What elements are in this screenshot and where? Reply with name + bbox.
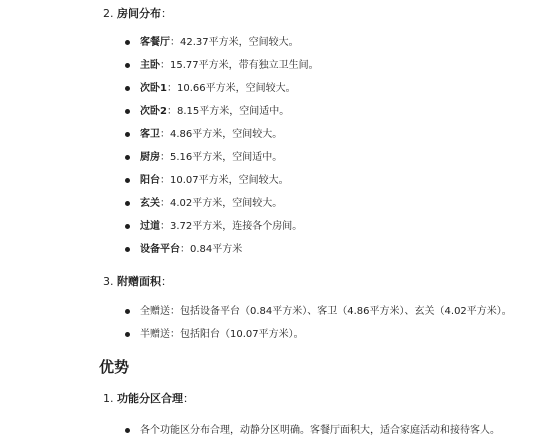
room-detail: ：15.77平方米，带有独立卫生间。 bbox=[160, 60, 319, 71]
bullet-icon bbox=[125, 332, 130, 337]
bullet-icon bbox=[125, 178, 130, 183]
room-label: 次卧1 bbox=[140, 83, 167, 94]
room-label: 客卫 bbox=[140, 129, 160, 140]
room-label: 玄关 bbox=[140, 198, 160, 209]
bullet-icon bbox=[125, 63, 130, 68]
bullet-icon bbox=[125, 247, 130, 252]
room-label: 过道 bbox=[140, 221, 160, 232]
bullet-icon bbox=[125, 428, 130, 433]
rooms-heading bbox=[103, 7, 172, 21]
room-label: 设备平台 bbox=[140, 244, 180, 255]
gift-detail: 全赠送：包括设备平台（0.84平方米）、客卫（4.86平方米）、玄关（4.02平方米）。 bbox=[140, 306, 512, 317]
function-zoning-title: 功能分区合理 bbox=[117, 392, 183, 405]
gift-heading-colon: ： bbox=[161, 275, 172, 288]
room-detail: ：0.84平方米 bbox=[180, 244, 243, 255]
rooms-heading-number: 2. bbox=[103, 7, 114, 20]
function-zoning-heading bbox=[103, 392, 194, 406]
room-detail: ：8.15平方米，空间适中。 bbox=[166, 106, 290, 117]
room-detail: ：4.86平方米，空间较大。 bbox=[160, 129, 283, 140]
bullet-icon bbox=[125, 86, 130, 91]
gift-heading bbox=[103, 275, 172, 289]
room-detail: ：10.07平方米，空间较大。 bbox=[160, 175, 289, 186]
gift-heading-title: 附赠面积 bbox=[117, 275, 161, 288]
bullet-icon bbox=[125, 40, 130, 45]
room-detail: ：10.66平方米，空间较大。 bbox=[166, 83, 296, 94]
room-label: 厨房 bbox=[140, 152, 160, 163]
bullet-icon bbox=[125, 132, 130, 137]
room-detail: ：42.37平方米，空间较大。 bbox=[170, 37, 299, 48]
bullet-icon bbox=[125, 224, 130, 229]
room-detail: ：5.16平方米，空间适中。 bbox=[160, 152, 283, 163]
room-detail: ：4.02平方米，空间较大。 bbox=[160, 198, 283, 209]
advantages-title: 优势 bbox=[99, 358, 130, 376]
function-zoning-detail: 各个功能区分布合理，动静分区明确。客餐厅面积大，适合家庭活动和接待客人。 bbox=[140, 425, 500, 436]
bullet-icon bbox=[125, 109, 130, 114]
function-zoning-colon: ： bbox=[183, 392, 194, 405]
rooms-heading-colon: ： bbox=[161, 7, 172, 20]
gift-heading-number: 3. bbox=[103, 275, 114, 288]
room-label: 客餐厅 bbox=[140, 37, 170, 48]
room-label: 主卧 bbox=[140, 60, 160, 71]
bullet-icon bbox=[125, 309, 130, 314]
function-zoning-number: 1. bbox=[103, 392, 114, 405]
bullet-icon bbox=[125, 201, 130, 206]
room-label: 次卧2 bbox=[140, 106, 167, 117]
gift-detail: 半赠送：包括阳台（10.07平方米）。 bbox=[140, 329, 304, 340]
room-label: 阳台 bbox=[140, 175, 160, 186]
room-detail: ：3.72平方米，连接各个房间。 bbox=[160, 221, 303, 232]
rooms-heading-title: 房间分布 bbox=[117, 7, 161, 20]
bullet-icon bbox=[125, 155, 130, 160]
